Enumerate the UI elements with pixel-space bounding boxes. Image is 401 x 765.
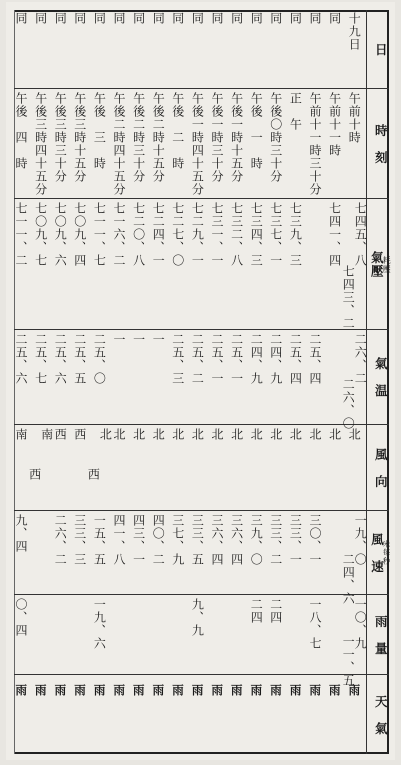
row-5-rain: 二四 bbox=[249, 598, 264, 624]
row-4-time-cell bbox=[266, 92, 286, 196]
row-4-speed-cell bbox=[266, 514, 286, 592]
rule-after-date bbox=[14, 88, 389, 89]
row-11-temp-cell bbox=[129, 333, 149, 422]
row-8-speed: 三三、五 bbox=[190, 514, 205, 566]
row-10-weather: 雨 bbox=[152, 683, 165, 697]
row-13-wind-cell bbox=[86, 428, 113, 508]
row-6-date: 同 bbox=[229, 12, 244, 25]
row-7-rain-cell bbox=[207, 598, 227, 672]
row-8-rain-cell bbox=[188, 598, 208, 672]
row-15-temp-cell bbox=[50, 333, 70, 422]
row-0-date-cell bbox=[344, 12, 364, 88]
row-14-rain-cell bbox=[70, 598, 90, 672]
row-15-wind: 西 bbox=[53, 428, 68, 441]
row-11-time-cell bbox=[129, 92, 149, 196]
row-13-date: 同 bbox=[92, 12, 107, 25]
row-2-pressure-cell bbox=[305, 202, 325, 327]
row-6-weather: 雨 bbox=[231, 683, 243, 697]
row-2-date: 同 bbox=[307, 12, 322, 25]
row-0-wind-cell bbox=[344, 428, 364, 508]
row-11-date: 同 bbox=[131, 12, 146, 25]
row-10-wind: 北 bbox=[151, 428, 166, 441]
row-13-wind2: 西 bbox=[86, 468, 101, 481]
row-9-wind-cell bbox=[168, 428, 188, 508]
row-11-weather: 雨 bbox=[133, 683, 145, 697]
rule-after-temperature bbox=[14, 424, 389, 425]
row-3-pressure: 七三九、三 bbox=[288, 202, 303, 267]
row-6-speed: 三六、四 bbox=[229, 514, 244, 566]
row-13-wind: 北 bbox=[98, 428, 113, 441]
row-9-speed: 三七、九 bbox=[170, 514, 185, 566]
row-4-weather: 雨 bbox=[270, 683, 282, 697]
row-15-speed: 二六、二 bbox=[53, 514, 68, 566]
row-2-rain: 一八、七 bbox=[307, 598, 322, 650]
row-6-speed-cell bbox=[227, 514, 247, 592]
row-2-speed: 三〇、一 bbox=[307, 514, 322, 566]
row-13-pressure: 七一一、七 bbox=[92, 202, 107, 267]
row-1-wind: 北 bbox=[327, 428, 342, 441]
row-0-temp2: 二六、〇 bbox=[341, 377, 356, 430]
row-7-wind-cell bbox=[207, 428, 227, 508]
row-10-time: 午後二時十五分 bbox=[151, 92, 166, 183]
row-6-pressure: 七三二、八 bbox=[229, 202, 244, 267]
row-5-pressure: 七三四、三 bbox=[249, 202, 264, 267]
row-3-date: 同 bbox=[288, 12, 303, 25]
row-3-wind-cell bbox=[286, 428, 306, 508]
row-10-time-cell bbox=[148, 92, 168, 196]
row-17-speed-cell bbox=[11, 514, 31, 592]
row-12-date: 同 bbox=[111, 12, 126, 25]
row-16-temp: 二五、七 bbox=[33, 333, 48, 385]
row-11-pressure: 七二〇、八 bbox=[131, 202, 146, 267]
row-4-wind-cell bbox=[266, 428, 286, 508]
row-13-date-cell bbox=[90, 12, 110, 88]
row-17-time-cell bbox=[11, 92, 31, 196]
row-14-weather: 雨 bbox=[74, 683, 86, 697]
row-13-pressure-cell bbox=[90, 202, 110, 327]
row-3-date-cell bbox=[286, 12, 306, 88]
row-10-date: 同 bbox=[151, 12, 166, 25]
row-6-temp-cell bbox=[227, 333, 247, 422]
row-11-temp: 一 bbox=[131, 333, 146, 346]
row-6-pressure-cell bbox=[227, 202, 247, 327]
row-0-pressure-cell bbox=[341, 202, 368, 330]
rule-after-pressure bbox=[14, 329, 389, 330]
row-14-date-cell bbox=[70, 12, 90, 88]
row-4-pressure: 七三七、一 bbox=[268, 202, 283, 267]
row-7-speed: 三六、四 bbox=[209, 514, 224, 566]
row-15-pressure: 七〇九、六 bbox=[53, 202, 68, 267]
row-2-speed-cell bbox=[305, 514, 325, 592]
row-17-temp-cell bbox=[11, 333, 31, 422]
row-5-rain-cell bbox=[246, 598, 266, 672]
row-1-wind-cell bbox=[325, 428, 345, 508]
row-8-wind: 北 bbox=[190, 428, 205, 441]
row-3-weather: 雨 bbox=[289, 683, 302, 697]
row-7-pressure-cell bbox=[207, 202, 227, 327]
row-0-date: 十九日 bbox=[347, 12, 362, 51]
row-12-date-cell bbox=[109, 12, 129, 88]
row-15-time-cell bbox=[50, 92, 70, 196]
row-12-speed: 四一、八 bbox=[111, 514, 126, 566]
row-2-time-cell bbox=[305, 92, 325, 196]
row-11-wind-cell bbox=[129, 428, 149, 508]
header-wind-speed-unit: 米每秒 bbox=[382, 540, 391, 566]
row-12-rain-cell bbox=[109, 598, 129, 672]
row-13-weather: 雨 bbox=[93, 683, 106, 697]
row-11-speed: 四三、一 bbox=[131, 514, 146, 566]
row-8-temp-cell bbox=[188, 333, 208, 422]
row-6-time-cell bbox=[227, 92, 247, 196]
row-2-date-cell bbox=[305, 12, 325, 88]
bottom-rule bbox=[14, 752, 389, 754]
row-4-rain: 二四 bbox=[268, 598, 283, 624]
row-8-temp: 二五、二 bbox=[190, 333, 205, 385]
row-7-time-cell bbox=[207, 92, 227, 196]
row-0-rain2: 一一、五 bbox=[341, 635, 356, 687]
row-17-time: 午後 四 時 bbox=[13, 92, 28, 170]
row-16-wind-cell bbox=[27, 428, 54, 508]
row-5-wind: 北 bbox=[249, 428, 264, 441]
row-10-temp: 一 bbox=[151, 333, 166, 346]
row-13-time-cell bbox=[90, 92, 110, 196]
row-12-pressure-cell bbox=[109, 202, 129, 327]
row-15-time: 午後三時三十分 bbox=[53, 92, 68, 183]
row-12-temp: 一 bbox=[111, 333, 126, 346]
row-5-weather: 雨 bbox=[250, 683, 263, 697]
row-12-wind: 北 bbox=[111, 428, 126, 441]
row-16-speed-cell bbox=[31, 514, 51, 592]
row-7-speed-cell bbox=[207, 514, 227, 592]
row-6-temp: 二五、一 bbox=[229, 333, 244, 385]
row-0-time: 午前十時 bbox=[347, 92, 362, 144]
row-15-pressure-cell bbox=[50, 202, 70, 327]
rule-after-time bbox=[14, 198, 389, 199]
row-13-speed-cell bbox=[90, 514, 110, 592]
row-1-weather: 雨 bbox=[329, 683, 341, 697]
row-15-date-cell bbox=[50, 12, 70, 88]
header-date bbox=[368, 12, 392, 88]
row-0-weather: 雨 bbox=[348, 683, 361, 697]
row-9-time-cell bbox=[168, 92, 188, 196]
header-temperature bbox=[368, 331, 392, 424]
row-13-time: 午後 三 時 bbox=[92, 92, 107, 170]
row-5-time: 午後 一 時 bbox=[249, 92, 264, 170]
row-8-date: 同 bbox=[190, 12, 205, 25]
row-9-pressure: 七二七、〇 bbox=[170, 202, 185, 267]
header-date-label: 日 bbox=[373, 43, 389, 57]
row-8-time-cell bbox=[188, 92, 208, 196]
row-16-date: 同 bbox=[33, 12, 48, 25]
row-4-pressure-cell bbox=[266, 202, 286, 327]
row-5-temp-cell bbox=[246, 333, 266, 422]
row-1-pressure: 七四一、四 bbox=[327, 202, 342, 267]
row-17-weather: 雨 bbox=[15, 683, 27, 697]
row-15-date: 同 bbox=[53, 12, 68, 25]
row-5-speed-cell bbox=[246, 514, 266, 592]
row-0-temp: 二六、二 bbox=[353, 333, 368, 385]
row-9-weather: 雨 bbox=[172, 683, 184, 697]
row-2-wind: 北 bbox=[307, 428, 322, 441]
row-10-speed-cell bbox=[148, 514, 168, 592]
row-14-pressure: 七〇九、四 bbox=[72, 202, 87, 267]
row-13-rain-cell bbox=[90, 598, 110, 672]
row-7-weather: 雨 bbox=[211, 683, 223, 697]
row-14-time: 午後三時十五分 bbox=[72, 92, 87, 183]
row-10-date-cell bbox=[148, 12, 168, 88]
row-16-pressure-cell bbox=[31, 202, 51, 327]
row-16-wind2: 西 bbox=[27, 468, 42, 481]
row-11-date-cell bbox=[129, 12, 149, 88]
header-time-label: 時 刻 bbox=[373, 123, 389, 165]
row-3-temp-cell bbox=[286, 333, 306, 422]
row-0-speed: 一九、〇 bbox=[353, 514, 368, 566]
row-16-rain-cell bbox=[31, 598, 51, 672]
row-17-date-cell bbox=[11, 12, 31, 88]
row-13-rain: 一九、六 bbox=[92, 598, 107, 650]
row-16-weather: 雨 bbox=[35, 683, 47, 697]
row-0-temp-cell bbox=[341, 333, 368, 430]
row-11-pressure-cell bbox=[129, 202, 149, 327]
row-16-time-cell bbox=[31, 92, 51, 196]
row-0-time-cell bbox=[344, 92, 364, 196]
row-11-rain-cell bbox=[129, 598, 149, 672]
rule-after-rainfall bbox=[14, 674, 389, 675]
row-16-time: 午後三時四十五分 bbox=[33, 92, 48, 196]
row-4-speed: 三三、二 bbox=[268, 514, 283, 566]
row-4-temp-cell bbox=[266, 333, 286, 422]
row-14-date: 同 bbox=[72, 12, 87, 25]
row-17-temp: 二五、六 bbox=[13, 333, 28, 385]
row-4-temp: 二四、九 bbox=[268, 333, 283, 385]
row-10-speed: 四〇、二 bbox=[151, 514, 166, 566]
header-pressure bbox=[368, 200, 392, 329]
row-14-pressure-cell bbox=[70, 202, 90, 327]
row-9-time: 午後 二 時 bbox=[170, 92, 185, 170]
row-8-speed-cell bbox=[188, 514, 208, 592]
row-14-temp-cell bbox=[70, 333, 90, 422]
row-15-weather: 雨 bbox=[54, 683, 67, 697]
header-time bbox=[368, 90, 392, 198]
row-7-date-cell bbox=[207, 12, 227, 88]
row-9-pressure-cell bbox=[168, 202, 188, 327]
row-12-time: 午後二時四十五分 bbox=[111, 92, 126, 196]
row-5-date-cell bbox=[246, 12, 266, 88]
row-7-pressure: 七三一、一 bbox=[209, 202, 224, 267]
row-12-temp-cell bbox=[109, 333, 129, 422]
row-3-speed: 三三、一 bbox=[288, 514, 303, 566]
header-wind-direction bbox=[368, 426, 392, 510]
row-8-time: 午後一時四十五分 bbox=[190, 92, 205, 196]
row-4-wind: 北 bbox=[268, 428, 283, 441]
row-1-time-cell bbox=[325, 92, 345, 196]
row-0-pressure: 七四五、八 bbox=[353, 202, 368, 267]
row-6-wind-cell bbox=[227, 428, 247, 508]
row-13-temp-cell bbox=[90, 333, 110, 422]
row-6-rain-cell bbox=[227, 598, 247, 672]
row-10-pressure-cell bbox=[148, 202, 168, 327]
row-14-speed-cell bbox=[70, 514, 90, 592]
header-wind-speed bbox=[368, 512, 392, 594]
row-4-date-cell bbox=[266, 12, 286, 88]
row-17-date: 同 bbox=[13, 12, 28, 25]
header-pressure-label: 氣壓 bbox=[369, 251, 385, 278]
row-9-rain-cell bbox=[168, 598, 188, 672]
row-2-time: 午前十一時三十分 bbox=[307, 92, 322, 196]
row-7-temp: 二五、一 bbox=[209, 333, 224, 385]
row-12-pressure: 七一六、二 bbox=[111, 202, 126, 267]
row-5-wind-cell bbox=[246, 428, 266, 508]
row-10-temp-cell bbox=[148, 333, 168, 422]
row-7-date: 同 bbox=[209, 12, 224, 25]
row-14-time-cell bbox=[70, 92, 90, 196]
row-1-date: 同 bbox=[327, 12, 342, 25]
row-1-speed-cell bbox=[325, 514, 345, 592]
row-7-temp-cell bbox=[207, 333, 227, 422]
header-weather-label: 天 氣 bbox=[373, 694, 389, 736]
row-15-speed-cell bbox=[50, 514, 70, 592]
row-12-weather: 雨 bbox=[113, 683, 125, 697]
header-pressure-note: 耗壓 bbox=[382, 255, 392, 274]
row-0-speed2: 二四、六 bbox=[341, 553, 356, 605]
row-3-pressure-cell bbox=[286, 202, 306, 327]
header-rainfall-label: 雨 量 bbox=[373, 614, 389, 656]
row-12-time-cell bbox=[109, 92, 129, 196]
row-1-rain-cell bbox=[325, 598, 345, 672]
row-1-time: 午前十一時 bbox=[327, 92, 342, 157]
row-5-temp: 二四、九 bbox=[249, 333, 264, 385]
row-16-temp-cell bbox=[31, 333, 51, 422]
row-9-wind: 北 bbox=[170, 428, 185, 441]
row-0-pressure2: 七四三、二 bbox=[341, 264, 356, 330]
row-10-pressure: 七二四、一 bbox=[151, 202, 166, 267]
row-3-time: 正 午 bbox=[288, 92, 303, 131]
row-17-wind: 南 bbox=[13, 428, 28, 441]
row-4-rain-cell bbox=[266, 598, 286, 672]
row-8-pressure: 七二九、一 bbox=[190, 202, 205, 267]
row-16-pressure: 七〇九、七 bbox=[33, 202, 48, 267]
row-0-rain-cell bbox=[341, 598, 368, 687]
row-2-weather: 雨 bbox=[309, 683, 321, 697]
row-5-speed: 三九、〇 bbox=[249, 514, 264, 566]
row-10-wind-cell bbox=[148, 428, 168, 508]
row-9-temp-cell bbox=[168, 333, 188, 422]
row-11-wind: 北 bbox=[131, 428, 146, 441]
row-5-pressure-cell bbox=[246, 202, 266, 327]
row-11-speed-cell bbox=[129, 514, 149, 592]
row-13-temp: 二五、〇 bbox=[92, 333, 107, 385]
row-17-speed: 九、四 bbox=[13, 514, 28, 553]
row-14-speed: 三三、三 bbox=[72, 514, 87, 566]
row-12-wind-cell bbox=[109, 428, 129, 508]
row-14-wind-cell bbox=[70, 428, 90, 508]
row-6-date-cell bbox=[227, 12, 247, 88]
row-3-rain-cell bbox=[286, 598, 306, 672]
document-page bbox=[6, 2, 395, 760]
row-7-wind: 北 bbox=[209, 428, 224, 441]
row-1-date-cell bbox=[325, 12, 345, 88]
row-17-pressure: 七一一、二 bbox=[13, 202, 28, 267]
row-8-date-cell bbox=[188, 12, 208, 88]
row-9-date: 同 bbox=[170, 12, 185, 25]
row-8-pressure-cell bbox=[188, 202, 208, 327]
row-0-rain: 一〇、九 bbox=[353, 598, 368, 650]
row-12-speed-cell bbox=[109, 514, 129, 592]
header-wind-speed-label: 風 速 bbox=[369, 532, 385, 574]
row-16-date-cell bbox=[31, 12, 51, 88]
row-17-rain: 〇、四 bbox=[13, 598, 28, 637]
row-15-rain-cell bbox=[50, 598, 70, 672]
header-weather bbox=[368, 676, 392, 754]
row-2-temp-cell bbox=[305, 333, 325, 422]
row-14-temp: 二五、五 bbox=[72, 333, 87, 385]
row-9-speed-cell bbox=[168, 514, 188, 592]
row-4-time: 午後〇時三十分 bbox=[268, 92, 283, 183]
row-1-temp-cell bbox=[325, 333, 345, 422]
header-rainfall bbox=[368, 596, 392, 674]
header-temperature-label: 氣 温 bbox=[373, 357, 389, 398]
row-17-rain-cell bbox=[11, 598, 31, 672]
row-10-rain-cell bbox=[148, 598, 168, 672]
row-14-wind: 西 bbox=[72, 428, 87, 441]
row-2-temp: 二五、四 bbox=[307, 333, 322, 385]
row-4-date: 同 bbox=[268, 12, 283, 25]
row-8-weather: 雨 bbox=[191, 683, 204, 697]
row-9-temp: 二五、三 bbox=[170, 333, 185, 385]
row-0-wind: 北 bbox=[347, 428, 362, 441]
rule-after-wind-speed bbox=[14, 594, 389, 595]
row-8-rain: 九、九 bbox=[190, 598, 205, 637]
row-6-wind: 北 bbox=[229, 428, 244, 441]
row-11-time: 午後二時三十分 bbox=[131, 92, 146, 183]
row-3-speed-cell bbox=[286, 514, 306, 592]
row-6-time: 午後一時十五分 bbox=[229, 92, 244, 183]
row-1-pressure-cell bbox=[325, 202, 345, 327]
row-7-time: 午後一時三十分 bbox=[209, 92, 224, 183]
row-13-speed: 一五、五 bbox=[92, 514, 107, 566]
row-9-date-cell bbox=[168, 12, 188, 88]
row-0-speed-cell bbox=[341, 514, 368, 605]
header-wind-direction-label: 風 向 bbox=[373, 447, 389, 489]
row-8-wind-cell bbox=[188, 428, 208, 508]
row-3-wind: 北 bbox=[288, 428, 303, 441]
row-5-date: 同 bbox=[249, 12, 264, 25]
row-3-temp: 二五、四 bbox=[288, 333, 303, 385]
row-3-time-cell bbox=[286, 92, 306, 196]
row-2-rain-cell bbox=[305, 598, 325, 672]
rule-after-wind-direction bbox=[14, 510, 389, 511]
row-17-pressure-cell bbox=[11, 202, 31, 327]
row-2-wind-cell bbox=[305, 428, 325, 508]
row-15-temp: 二五、六 bbox=[53, 333, 68, 385]
row-17-wind-cell bbox=[11, 428, 31, 508]
row-16-wind: 南 bbox=[39, 428, 54, 441]
row-5-time-cell bbox=[246, 92, 266, 196]
